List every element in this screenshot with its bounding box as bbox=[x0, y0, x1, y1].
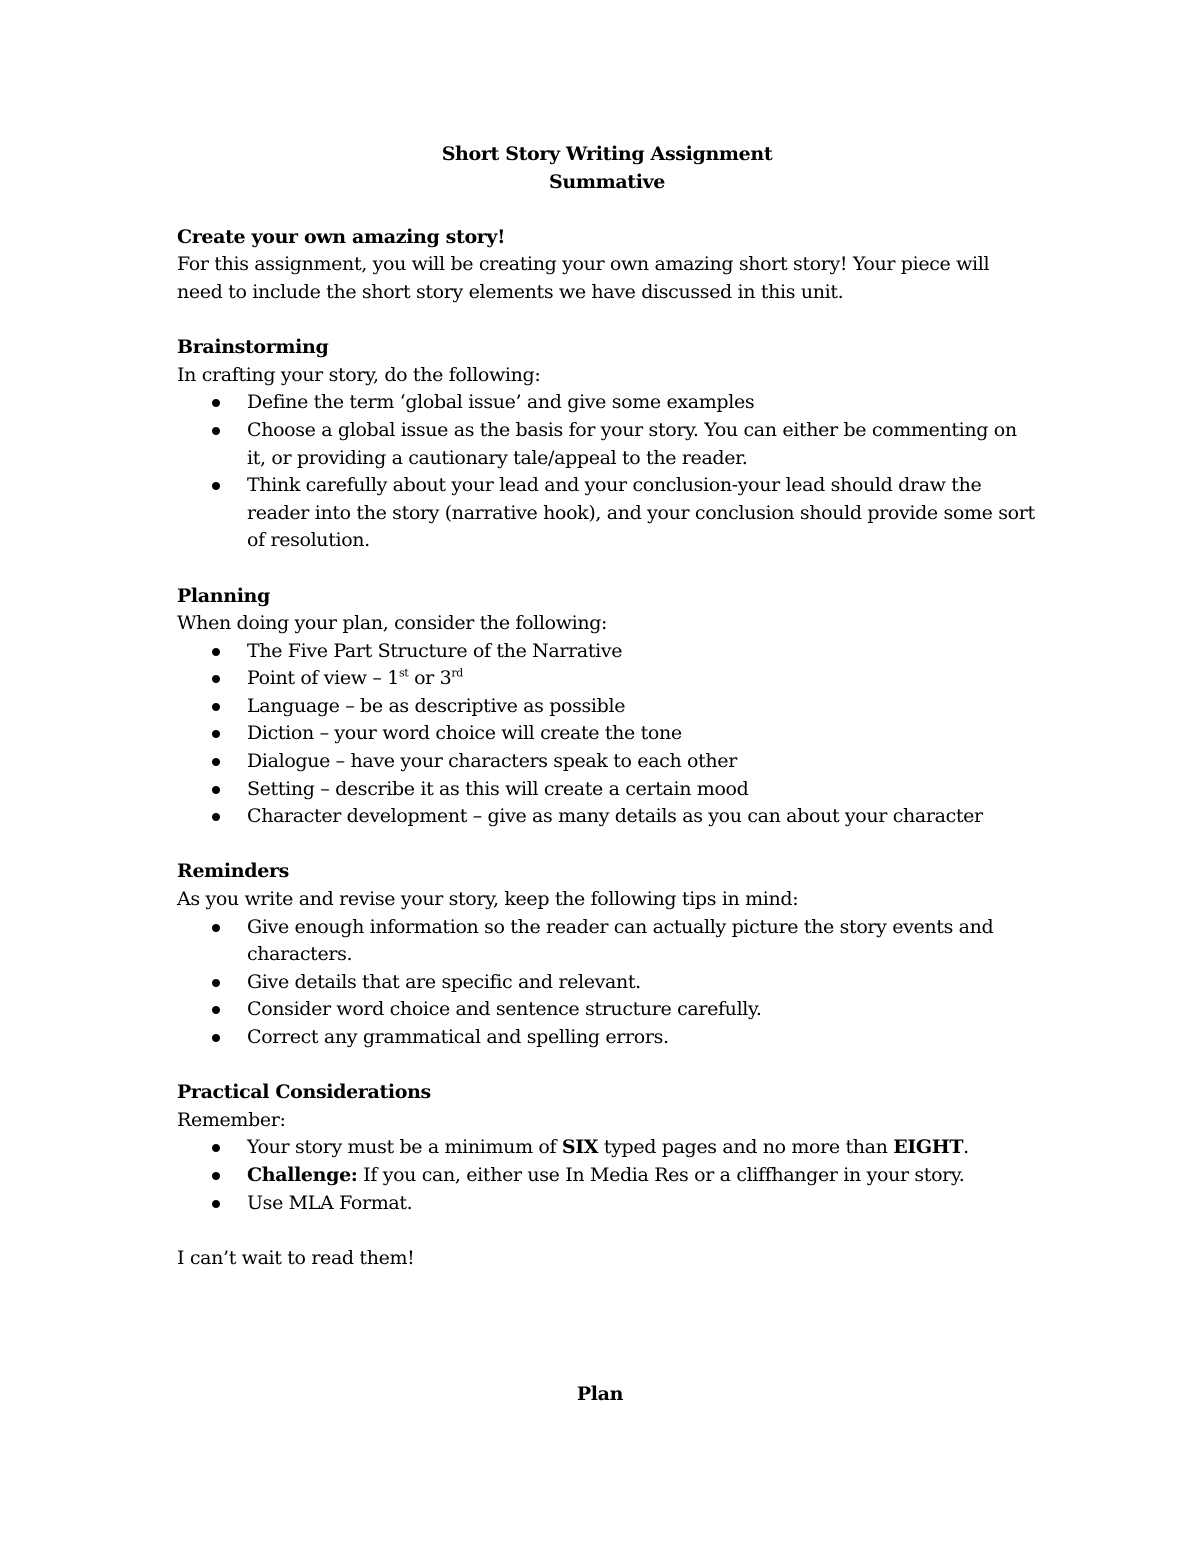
reminders-heading: Reminders bbox=[177, 860, 289, 883]
reminders-list bbox=[177, 914, 1037, 1052]
list-item-text: Define the term ‘global issue’ and give some examples bbox=[247, 391, 755, 414]
list-item-text: Give details that are specific and relevant. bbox=[247, 970, 641, 993]
bullet-icon bbox=[212, 813, 220, 821]
closing-section bbox=[177, 1245, 1037, 1273]
intro-section bbox=[177, 224, 1037, 307]
planning-section bbox=[177, 583, 1037, 831]
intro-body: For this assignment, you will be creating your own amazing short story! Your piece will need to include the short story elements we have discussed in this unit. bbox=[177, 253, 990, 303]
bullet-icon bbox=[212, 399, 220, 407]
brainstorming-list bbox=[177, 389, 1037, 555]
list-item-text: Correct any grammatical and spelling errors. bbox=[247, 1026, 669, 1048]
challenge-text bbox=[247, 1164, 964, 1186]
page-count-min: SIX bbox=[561, 1136, 599, 1159]
list-item-text: Dialogue – have your characters speak to each other bbox=[247, 750, 737, 773]
list-item-text: Language – be as descriptive as possible bbox=[247, 694, 626, 717]
bullet-icon bbox=[212, 482, 220, 490]
list-item bbox=[177, 389, 1037, 417]
list-item bbox=[177, 1134, 1037, 1162]
challenge-label: Challenge: bbox=[247, 1163, 358, 1186]
planning-lead: When doing your plan, consider the following: bbox=[177, 612, 608, 635]
bullet-icon bbox=[212, 979, 220, 987]
challenge-body: If you can, either use In Media Res or a cliffhanger in your story. bbox=[357, 1163, 965, 1186]
practical-section bbox=[177, 1079, 1037, 1217]
list-item-text: Diction – your word choice will create the tone bbox=[247, 722, 682, 745]
brainstorming-section bbox=[177, 334, 1037, 555]
page-count-max: EIGHT bbox=[893, 1136, 964, 1159]
pov-middle: or 3 bbox=[408, 667, 452, 690]
bullet-icon bbox=[212, 703, 220, 711]
list-item bbox=[177, 803, 1037, 831]
bullet-icon bbox=[212, 675, 220, 683]
intro-heading: Create your own amazing story! bbox=[177, 225, 506, 248]
practical-heading: Practical Considerations bbox=[177, 1081, 431, 1104]
bullet-icon bbox=[212, 1172, 220, 1180]
practical-lead: Remember: bbox=[177, 1108, 286, 1131]
planning-heading: Planning bbox=[177, 584, 270, 607]
list-item bbox=[177, 969, 1037, 997]
list-item bbox=[177, 914, 1037, 969]
list-item bbox=[177, 693, 1037, 721]
bullet-icon bbox=[212, 1200, 220, 1208]
brainstorming-heading: Brainstorming bbox=[177, 336, 329, 359]
document-title: Short Story Writing Assignment bbox=[441, 143, 773, 165]
point-of-view-text bbox=[247, 667, 463, 689]
page-count-part: typed pages and no more than bbox=[598, 1136, 894, 1159]
pov-third-suffix: rd bbox=[451, 666, 463, 680]
page-count-text bbox=[247, 1136, 969, 1158]
list-item bbox=[177, 417, 1037, 472]
list-item bbox=[177, 776, 1037, 804]
list-item bbox=[177, 1024, 1037, 1052]
list-item bbox=[177, 748, 1037, 776]
reminders-section bbox=[177, 858, 1037, 1051]
list-item-text: Character development – give as many details as you can about your character bbox=[247, 805, 983, 828]
planning-list bbox=[177, 638, 1037, 831]
list-item-text: Use MLA Format. bbox=[247, 1191, 413, 1214]
pov-first-suffix: st bbox=[399, 666, 409, 680]
document-body bbox=[177, 141, 1037, 1272]
pov-prefix: Point of view – 1 bbox=[247, 667, 399, 690]
list-item-text: Think carefully about your lead and your conclusion-your lead should draw the reader into the story (narrative hook), and your conclusion should provide some sort of resolution. bbox=[247, 474, 1035, 552]
list-item-text: Give enough information so the reader can actually picture the story events and characters. bbox=[247, 915, 994, 966]
list-item bbox=[177, 1162, 1037, 1190]
plan-heading: Plan bbox=[576, 1383, 624, 1405]
page-count-part: . bbox=[963, 1136, 969, 1159]
bullet-icon bbox=[212, 758, 220, 766]
list-item-text: The Five Part Structure of the Narrative bbox=[247, 639, 623, 662]
bullet-icon bbox=[212, 648, 220, 656]
list-item bbox=[177, 720, 1037, 748]
page-count-part: Your story must be a minimum of bbox=[247, 1136, 562, 1159]
bullet-icon bbox=[212, 427, 220, 435]
document-subtitle: Summative bbox=[548, 170, 666, 193]
list-item bbox=[177, 472, 1037, 555]
closing-text: I can’t wait to read them! bbox=[177, 1246, 415, 1269]
reminders-lead: As you write and revise your story, keep the following tips in mind: bbox=[177, 888, 799, 911]
practical-list bbox=[177, 1134, 1037, 1217]
list-item bbox=[177, 1190, 1037, 1218]
list-item-text: Choose a global issue as the basis for your story. You can either be commenting on it, or providing a cautionary tale/appeal to the reader. bbox=[247, 418, 1017, 469]
bullet-icon bbox=[212, 786, 220, 794]
list-item-text: Consider word choice and sentence structure carefully. bbox=[247, 998, 762, 1021]
bullet-icon bbox=[212, 730, 220, 738]
bullet-icon bbox=[212, 1006, 220, 1014]
bullet-icon bbox=[212, 1144, 220, 1152]
list-item-text: Setting – describe it as this will create a certain mood bbox=[247, 777, 749, 800]
list-item bbox=[177, 638, 1037, 666]
list-item bbox=[177, 996, 1037, 1024]
bullet-icon bbox=[212, 1034, 220, 1042]
bullet-icon bbox=[212, 924, 220, 932]
list-item bbox=[177, 665, 1037, 693]
brainstorming-lead: In crafting your story, do the following: bbox=[177, 363, 541, 386]
